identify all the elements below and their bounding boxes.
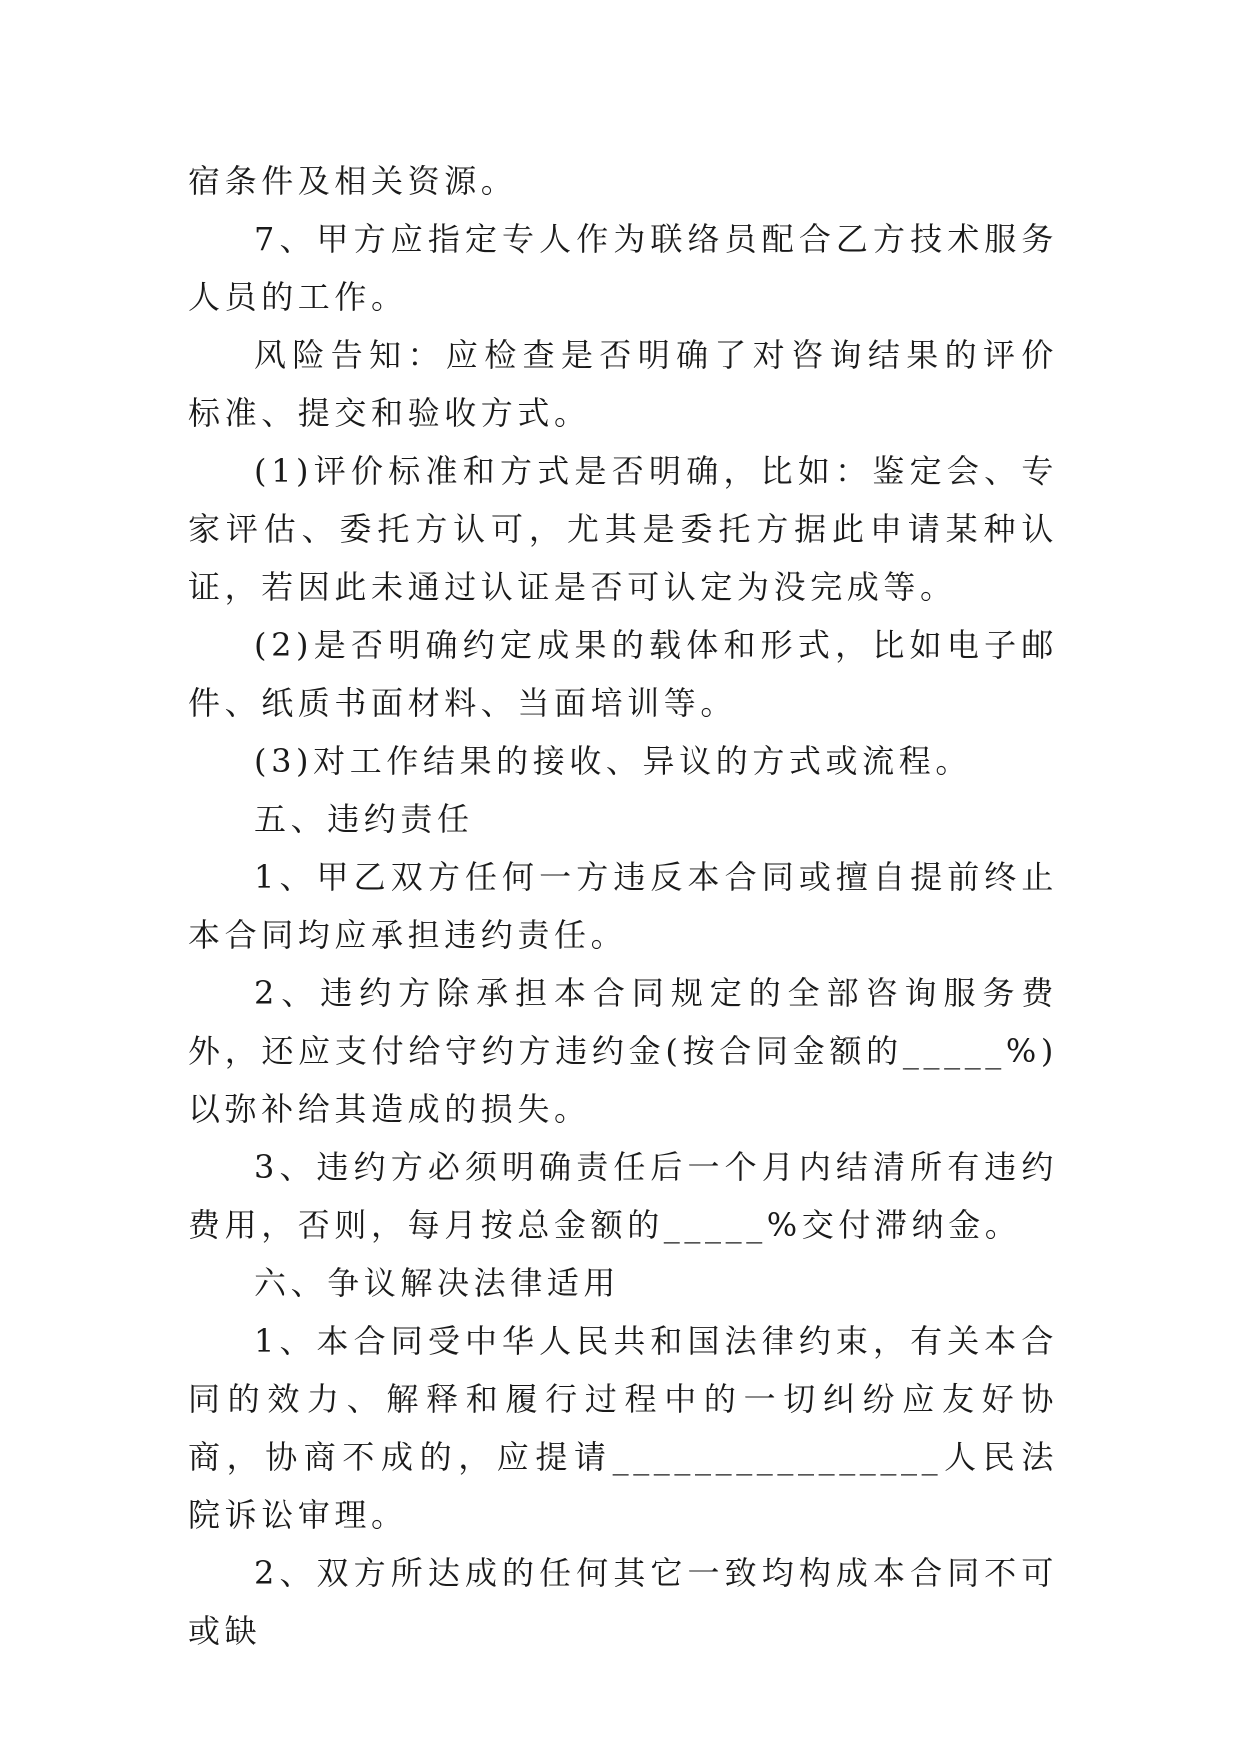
paragraph: 7、甲方应指定专人作为联络员配合乙方技术服务人员的工作。 bbox=[188, 220, 1058, 316]
paragraph: (1)评价标准和方式是否明确，比如：鉴定会、专家评估、委托方认可，尤其是委托方据此申请某种认证，若因此未通过认证是否可认定为没完成等。 bbox=[188, 452, 1058, 606]
paragraph: 2、双方所达成的任何其它一致均构成本合同不可或缺 bbox=[188, 1554, 1058, 1650]
paragraph: 风险告知：应检查是否明确了对咨询结果的评价标准、提交和验收方式。 bbox=[188, 336, 1058, 432]
paragraph: 1、甲乙双方任何一方违反本合同或擅自提前终止本合同均应承担违约责任。 bbox=[188, 858, 1058, 954]
paragraph: (2)是否明确约定成果的载体和形式，比如电子邮件、纸质书面材料、当面培训等。 bbox=[188, 626, 1058, 722]
document-body bbox=[188, 152, 1058, 1660]
paragraph: 2、违约方除承担本合同规定的全部咨询服务费外，还应支付给守约方违约金(按合同金额的_____%)以弥补给其造成的损失。 bbox=[188, 974, 1058, 1128]
paragraph: 宿条件及相关资源。 bbox=[188, 162, 518, 200]
section-heading: 六、争议解决法律适用 bbox=[254, 1264, 621, 1302]
section-heading: 五、违约责任 bbox=[254, 800, 474, 838]
paragraph: 3、违约方必须明确责任后一个月内结清所有违约费用，否则，每月按总金额的_____%交付滞纳金。 bbox=[188, 1148, 1058, 1244]
paragraph: (3)对工作结果的接收、异议的方式或流程。 bbox=[254, 742, 972, 780]
paragraph: 1、本合同受中华人民共和国法律约束，有关本合同的效力、解释和履行过程中的一切纠纷应友好协商，协商不成的，应提请________________人民法院诉讼审理。 bbox=[188, 1322, 1058, 1534]
